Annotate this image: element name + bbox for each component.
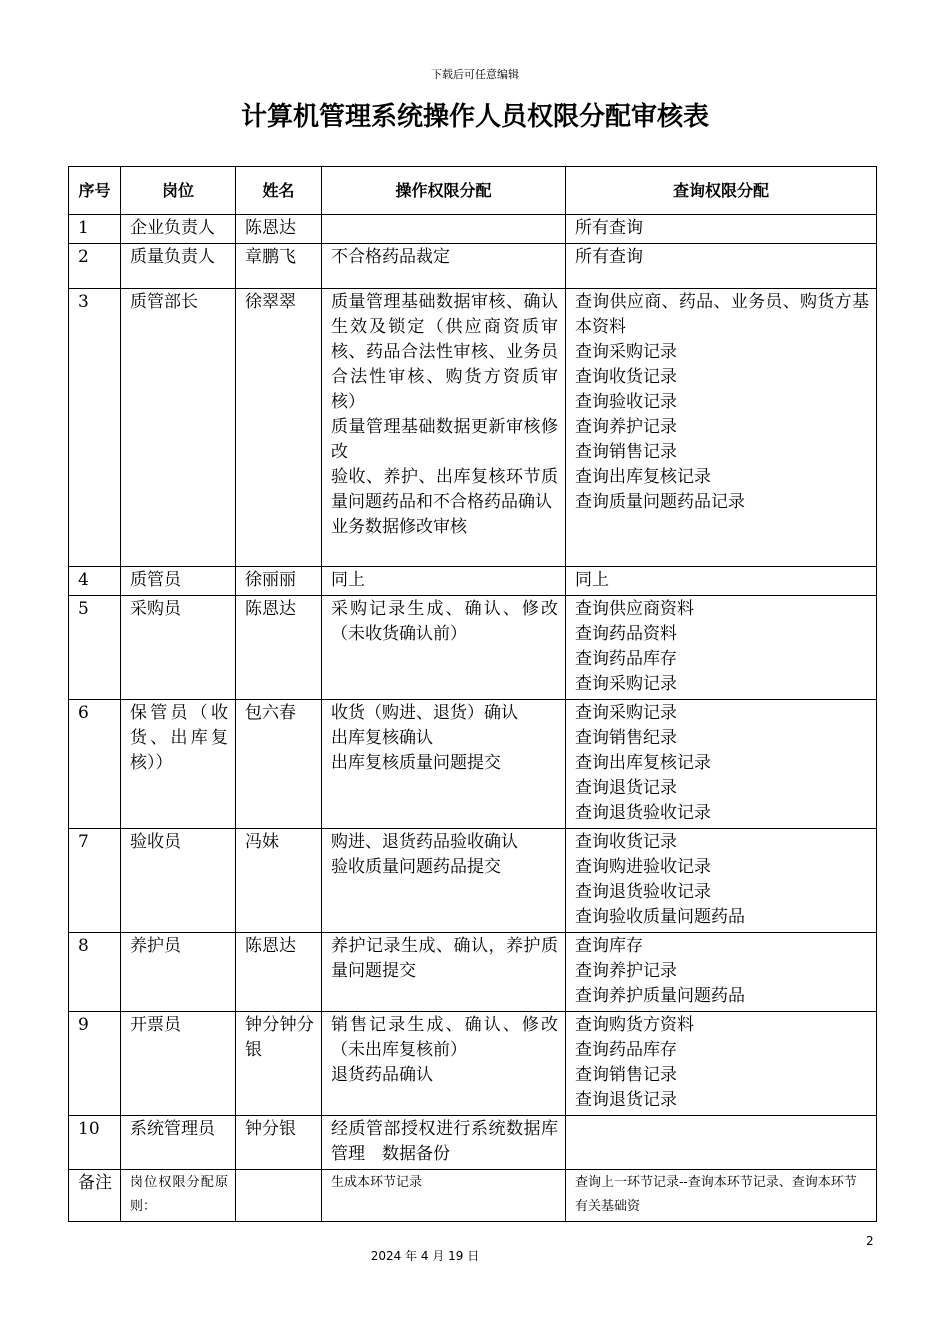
cell-name: 徐丽丽: [236, 567, 322, 596]
cell-operation: [322, 567, 566, 596]
cell-name: 章鹏飞: [236, 244, 322, 289]
operation-line: 购进、退货药品验收确认: [331, 832, 518, 852]
notes-label: 备注: [69, 1170, 121, 1222]
table-row: [69, 933, 877, 1012]
query-line: 查询验收质量问题药品: [575, 907, 745, 927]
notes-name: [236, 1170, 322, 1222]
operation-line: 收货（购进、退货）确认: [331, 703, 518, 723]
cell-name: 钟分银: [236, 1116, 322, 1170]
operation-line: 质量管理基础数据审核、确认生效及锁定（供应商资质审核、药品合法性审核、业务员合法性审核、购货方资质审核）: [331, 292, 558, 412]
cell-query: [566, 1116, 877, 1170]
query-line: 查询药品库存: [575, 649, 677, 669]
cell-operation: [322, 1012, 566, 1116]
cell-query: [566, 215, 877, 244]
table-row: [69, 829, 877, 933]
cell-position: 开票员: [121, 1012, 236, 1116]
query-line: 查询库存: [575, 936, 643, 956]
cell-operation: [322, 289, 566, 567]
operation-line: 验收、养护、出库复核环节质量问题药品和不合格药品确认: [331, 467, 558, 512]
cell-operation: [322, 244, 566, 289]
cell-position: 质管部长: [121, 289, 236, 567]
query-line: 查询退货验收记录: [575, 882, 711, 902]
query-line: 所有查询: [575, 218, 643, 238]
cell-query: [566, 933, 877, 1012]
query-line: 查询销售记录: [575, 442, 677, 462]
table-row: [69, 567, 877, 596]
cell-seq: 9: [69, 1012, 121, 1116]
table-row: [69, 596, 877, 700]
operation-line: 养护记录生成、确认，养护质量问题提交: [331, 936, 558, 981]
document-title: 计算机管理系统操作人员权限分配审核表: [240, 102, 709, 132]
permission-table: [68, 166, 877, 1222]
page-number: 2: [866, 1234, 874, 1248]
cell-operation: [322, 829, 566, 933]
query-line: 查询购货方资料: [575, 1015, 694, 1035]
query-line: 查询药品资料: [575, 624, 677, 644]
cell-seq: 8: [69, 933, 121, 1012]
cell-position: 系统管理员: [121, 1116, 236, 1170]
cell-seq: 7: [69, 829, 121, 933]
query-line: 查询出库复核记录: [575, 753, 711, 773]
header-query: 查询权限分配: [566, 167, 877, 215]
query-line: 查询采购记录: [575, 342, 677, 362]
query-line: 查询退货验收记录: [575, 803, 711, 823]
header-seq: 序号: [69, 167, 121, 215]
operation-line: 经质管部授权进行系统数据库管理 数据备份: [331, 1119, 558, 1164]
cell-query: [566, 700, 877, 829]
query-line: 查询药品库存: [575, 1040, 677, 1060]
query-line: 查询采购记录: [575, 703, 677, 723]
operation-line: 出库复核确认: [331, 728, 433, 748]
footer-date: 2024 年 4 月 19 日: [370, 1249, 480, 1263]
operation-line: 验收质量问题药品提交: [331, 857, 501, 877]
query-line: 查询收货记录: [575, 367, 677, 387]
cell-name: 冯妹: [236, 829, 322, 933]
operation-line: 销售记录生成、确认、修改（未出库复核前）: [331, 1015, 558, 1060]
table-header-row: [69, 167, 877, 215]
cell-seq: 3: [69, 289, 121, 567]
query-line: 查询销售纪录: [575, 728, 677, 748]
cell-operation: [322, 933, 566, 1012]
header-position: 岗位: [121, 167, 236, 215]
header-note: 下载后可任意编辑: [431, 68, 519, 81]
cell-operation: [322, 596, 566, 700]
cell-position: 质量负责人: [121, 244, 236, 289]
cell-position: 验收员: [121, 829, 236, 933]
operation-line: 采购记录生成、确认、修改（未收货确认前）: [331, 599, 558, 644]
cell-name: 包六春: [236, 700, 322, 829]
cell-seq: 4: [69, 567, 121, 596]
cell-name: 陈恩达: [236, 215, 322, 244]
table-row: [69, 289, 877, 567]
cell-name: 钟分钟分银: [236, 1012, 322, 1116]
query-line: 查询养护记录: [575, 417, 677, 437]
notes-operation: 生成本环节记录: [322, 1170, 566, 1222]
query-line: 同上: [575, 570, 609, 590]
cell-query: [566, 289, 877, 567]
cell-seq: 1: [69, 215, 121, 244]
cell-query: [566, 1012, 877, 1116]
cell-name: 陈恩达: [236, 596, 322, 700]
query-line: 查询购进验收记录: [575, 857, 711, 877]
cell-operation: [322, 700, 566, 829]
query-line: 查询供应商、药品、业务员、购货方基本资料: [575, 292, 869, 337]
query-line: 查询验收记录: [575, 392, 677, 412]
header-operation: 操作权限分配: [322, 167, 566, 215]
cell-position: 养护员: [121, 933, 236, 1012]
table-row: [69, 1012, 877, 1116]
query-line: 查询养护质量问题药品: [575, 986, 745, 1006]
cell-position: 质管员: [121, 567, 236, 596]
query-line: 查询收货记录: [575, 832, 677, 852]
table-row: [69, 700, 877, 829]
cell-name: 徐翠翠: [236, 289, 322, 567]
cell-operation: [322, 1116, 566, 1170]
operation-line: 退货药品确认: [331, 1065, 433, 1085]
cell-query: [566, 596, 877, 700]
query-line: 查询退货记录: [575, 1090, 677, 1110]
cell-seq: 5: [69, 596, 121, 700]
operation-line: 不合格药品裁定: [331, 247, 450, 267]
cell-query: [566, 567, 877, 596]
operation-line: 质量管理基础数据更新审核修改: [331, 417, 558, 462]
cell-seq: 2: [69, 244, 121, 289]
cell-query: [566, 829, 877, 933]
cell-name: 陈恩达: [236, 933, 322, 1012]
cell-position: 保管员（收货、出库复核））: [121, 700, 236, 829]
query-line: 查询质量问题药品记录: [575, 492, 745, 512]
notes-query: 查询上一环节记录--查询本环节记录、查询本环节有关基础资: [566, 1170, 877, 1222]
notes-principle: 岗位权限分配原则：: [121, 1170, 236, 1222]
cell-position: 采购员: [121, 596, 236, 700]
cell-seq: 6: [69, 700, 121, 829]
cell-seq: 10: [69, 1116, 121, 1170]
table-row: [69, 244, 877, 289]
query-line: 查询退货记录: [575, 778, 677, 798]
query-line: 所有查询: [575, 247, 643, 267]
query-line: 查询供应商资料: [575, 599, 694, 619]
header-name: 姓名: [236, 167, 322, 215]
query-line: 查询销售记录: [575, 1065, 677, 1085]
cell-position: 企业负责人: [121, 215, 236, 244]
operation-line: 出库复核质量问题提交: [331, 753, 501, 773]
cell-operation: [322, 215, 566, 244]
table-row: [69, 215, 877, 244]
operation-line: 同上: [331, 570, 365, 590]
notes-row: [69, 1170, 877, 1222]
cell-query: [566, 244, 877, 289]
query-line: 查询采购记录: [575, 674, 677, 694]
operation-line: 业务数据修改审核: [331, 517, 467, 537]
table-row: [69, 1116, 877, 1170]
query-line: 查询出库复核记录: [575, 467, 711, 487]
query-line: 查询养护记录: [575, 961, 677, 981]
